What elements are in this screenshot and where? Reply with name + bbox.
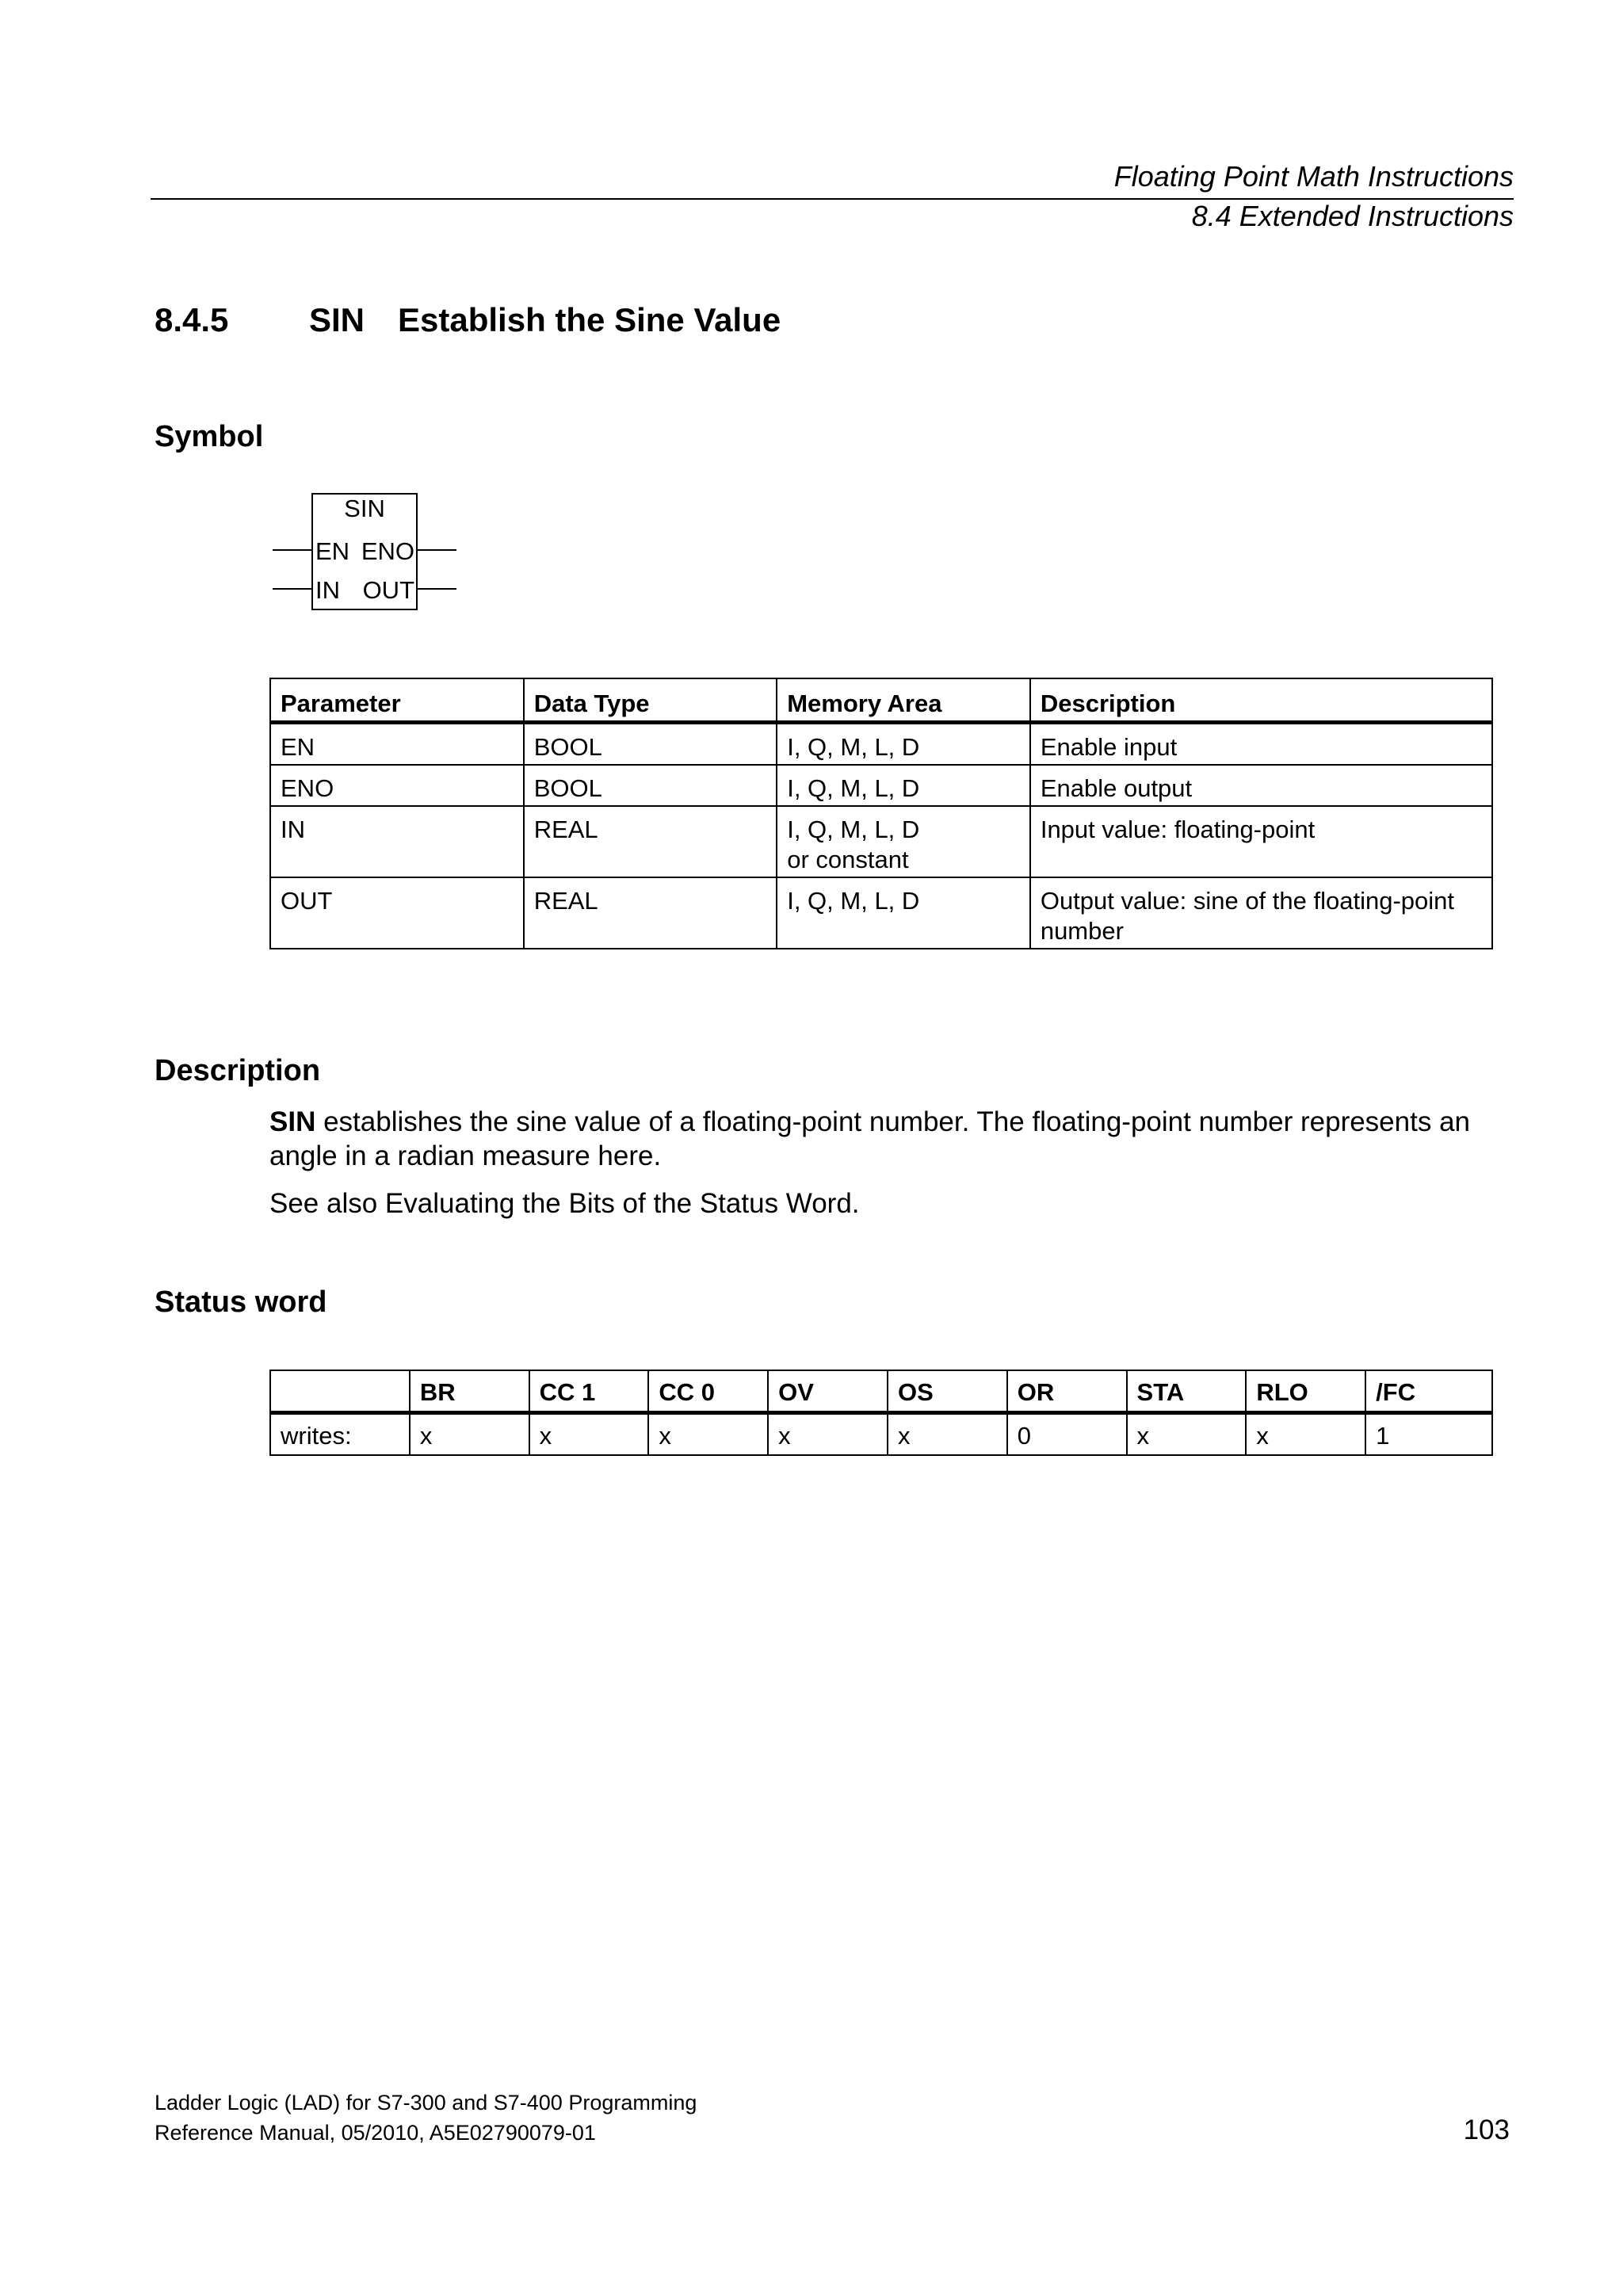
description-text: establishes the sine value of a floating-point number. The floating-point number represents an angle in a radian measure here. xyxy=(269,1106,1470,1171)
param-cell: OUT xyxy=(270,877,524,949)
description-paragraph xyxy=(269,1105,1506,1173)
status-cell: x xyxy=(410,1413,529,1456)
col-header-description: Description xyxy=(1030,678,1492,723)
running-header-section: 8.4 Extended Instructions xyxy=(1191,200,1514,232)
description-line: number xyxy=(1040,917,1124,945)
datatype-cell: BOOL xyxy=(524,723,777,766)
status-col-header: BR xyxy=(410,1370,529,1413)
description-cell xyxy=(1030,806,1492,877)
section-mnemonic: SIN xyxy=(309,301,365,338)
running-header-chapter: Floating Point Math Instructions xyxy=(1113,160,1514,193)
section-title-text: Establish the Sine Value xyxy=(398,301,781,338)
description-mnemonic: SIN xyxy=(269,1106,316,1137)
footer-manual-title: Ladder Logic (LAD) for S7-300 and S7-400 Programming xyxy=(155,2091,697,2115)
param-cell: ENO xyxy=(270,765,524,806)
memory-area-cell xyxy=(777,877,1030,949)
param-cell: IN xyxy=(270,806,524,877)
description-line: Input value: floating-point xyxy=(1040,816,1316,843)
sin-box-symbol xyxy=(269,493,475,612)
status-cell: x xyxy=(888,1413,1007,1456)
pin-out-label: OUT xyxy=(362,576,414,604)
status-col-header: OR xyxy=(1007,1370,1127,1413)
page-footer xyxy=(155,2088,697,2148)
symbol-heading: Symbol xyxy=(155,420,264,453)
status-col-header: RLO xyxy=(1246,1370,1365,1413)
table-row xyxy=(270,877,1492,949)
status-col-header: STA xyxy=(1127,1370,1247,1413)
memory-area-line: or constant xyxy=(787,846,909,873)
status-col-header xyxy=(270,1370,410,1413)
page-number: 103 xyxy=(1463,2115,1510,2145)
table-row xyxy=(270,723,1492,766)
section-title xyxy=(309,301,781,339)
status-cell: writes: xyxy=(270,1413,410,1456)
parameter-table xyxy=(269,678,1493,949)
parameter-table-header-row xyxy=(270,678,1492,723)
memory-area-line: I, Q, M, L, D xyxy=(787,816,920,843)
section-number: 8.4.5 xyxy=(155,301,229,338)
footer-manual-id: Reference Manual, 05/2010, A5E02790079-01 xyxy=(155,2121,596,2145)
datatype-cell: REAL xyxy=(524,877,777,949)
table-row xyxy=(270,765,1492,806)
status-cell: x xyxy=(768,1413,888,1456)
memory-area-line: I, Q, M, L, D xyxy=(787,887,920,915)
status-cell: x xyxy=(529,1413,649,1456)
status-word-heading: Status word xyxy=(155,1286,327,1319)
status-cell: 0 xyxy=(1007,1413,1127,1456)
status-col-header: OV xyxy=(768,1370,888,1413)
see-also-paragraph: See also Evaluating the Bits of the Status Word. xyxy=(269,1188,860,1219)
description-cell xyxy=(1030,877,1492,949)
pin-eno-label: ENO xyxy=(361,537,414,565)
description-line: Enable input xyxy=(1040,733,1178,761)
memory-area-line: I, Q, M, L, D xyxy=(787,733,920,761)
datatype-cell: REAL xyxy=(524,806,777,877)
description-line: Enable output xyxy=(1040,774,1193,802)
col-header-parameter: Parameter xyxy=(270,678,524,723)
memory-area-cell xyxy=(777,765,1030,806)
memory-area-line: I, Q, M, L, D xyxy=(787,774,920,802)
status-cell: x xyxy=(648,1413,768,1456)
status-cell: x xyxy=(1127,1413,1247,1456)
datatype-cell: BOOL xyxy=(524,765,777,806)
pin-en-label: EN xyxy=(315,537,350,565)
memory-area-cell xyxy=(777,723,1030,766)
description-cell xyxy=(1030,765,1492,806)
status-col-header: OS xyxy=(888,1370,1007,1413)
status-col-header: /FC xyxy=(1365,1370,1492,1413)
description-heading: Description xyxy=(155,1054,321,1087)
memory-area-cell xyxy=(777,806,1030,877)
description-cell xyxy=(1030,723,1492,766)
col-header-data-type: Data Type xyxy=(524,678,777,723)
description-line: Output value: sine of the floating-point xyxy=(1040,887,1454,915)
col-header-memory-area: Memory Area xyxy=(777,678,1030,723)
status-header-row xyxy=(270,1370,1492,1413)
pin-in-label: IN xyxy=(315,576,340,604)
symbol-box-title: SIN xyxy=(344,495,385,522)
status-cell: x xyxy=(1246,1413,1365,1456)
status-word-table xyxy=(269,1370,1493,1456)
status-col-header: CC 1 xyxy=(529,1370,649,1413)
status-col-header: CC 0 xyxy=(648,1370,768,1413)
param-cell: EN xyxy=(270,723,524,766)
status-writes-row xyxy=(270,1413,1492,1456)
status-cell: 1 xyxy=(1365,1413,1492,1456)
table-row xyxy=(270,806,1492,877)
